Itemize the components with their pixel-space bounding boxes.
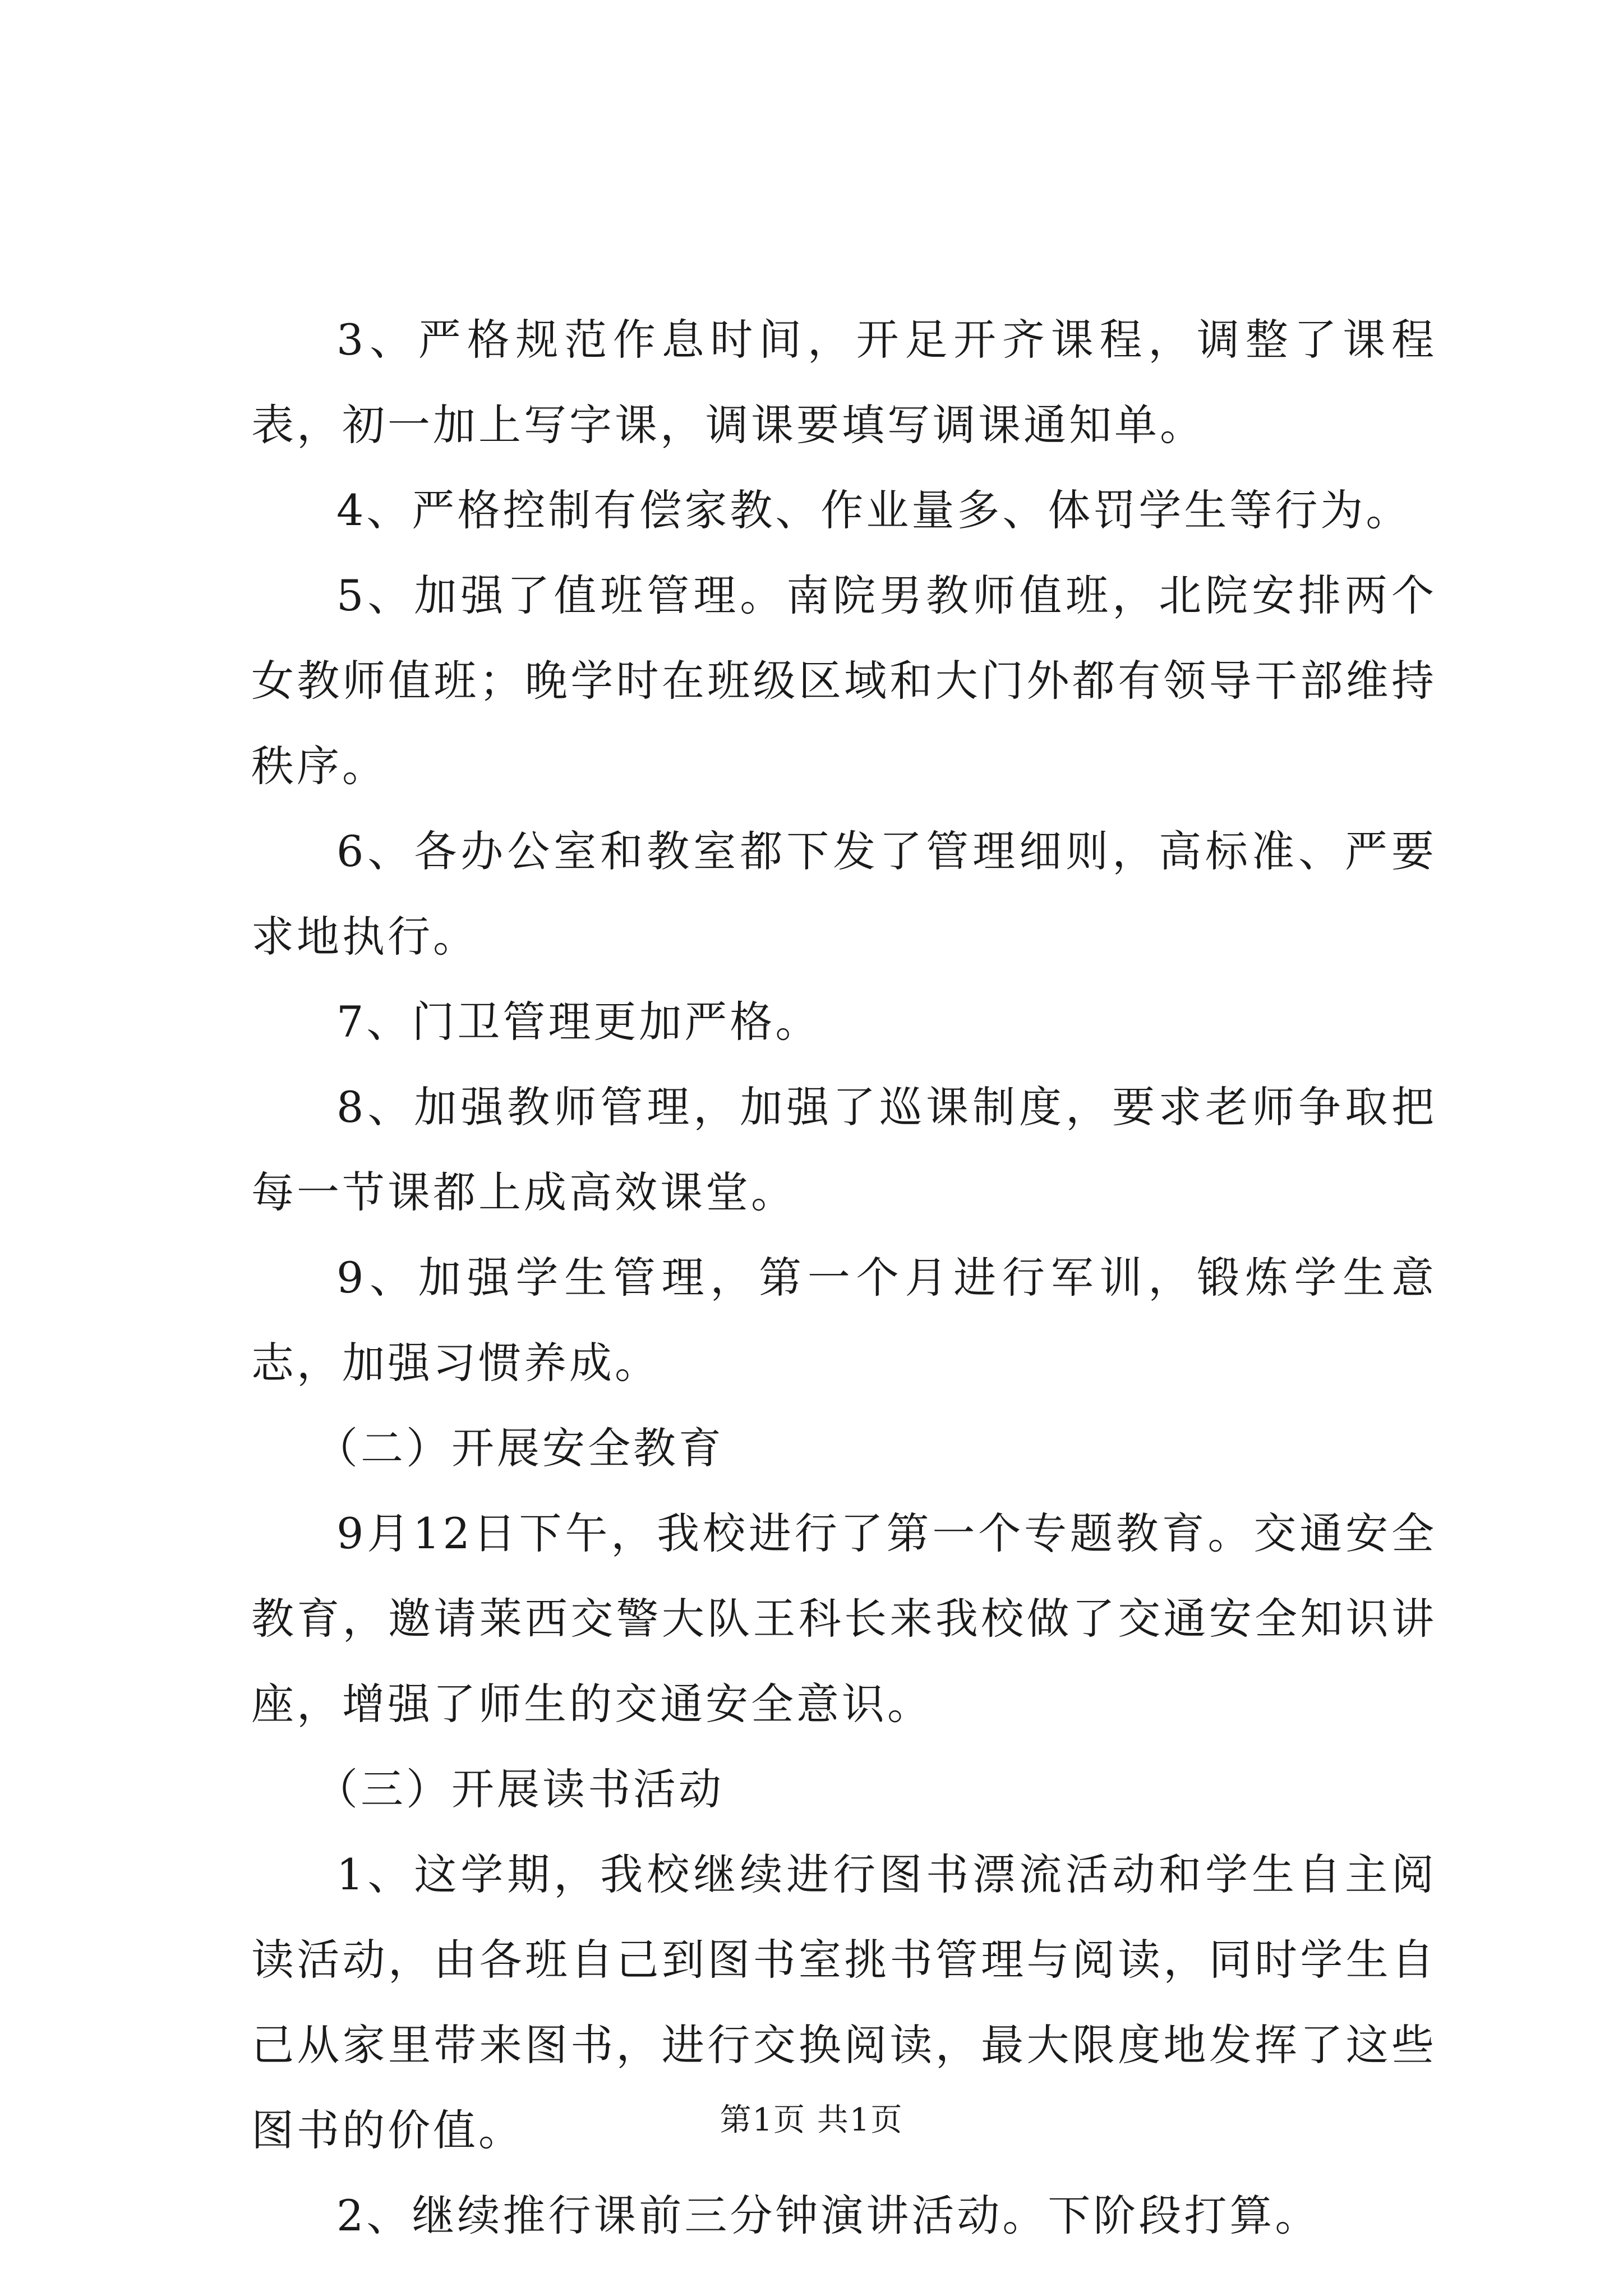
paragraph-item-6: 6、各办公室和教室都下发了管理细则，高标准、严要求地执行。 <box>251 826 1437 961</box>
paragraph-item-9: 9、加强学生管理，第一个月进行军训，锻炼学生意志，加强习惯养成。 <box>251 1253 1437 1388</box>
section-heading-safety-education: （二）开展安全教育 <box>315 1423 724 1473</box>
paragraph-item-8: 8、加强教师管理，加强了巡课制度，要求老师争取把每一节课都上成高效课堂。 <box>251 1082 1437 1217</box>
paragraph-reading-item-1: 1、这学期，我校继续进行图书漂流活动和学生自主阅读活动，由各班自己到图书室挑书管理与阅读，同时学生自己从家里带来图书，进行交换阅读，最大限度地发挥了这些图书的价值。 <box>251 1849 1437 2155</box>
paragraph-reading-item-2: 2、继续推行课前三分钟演讲活动。下阶段打算。 <box>336 2191 1321 2240</box>
document-body <box>251 297 1437 2258</box>
paragraph-item-4: 4、严格控制有偿家教、作业量多、体罚学生等行为。 <box>336 485 1412 535</box>
page-footer: 第1页 共1页 <box>720 2102 903 2138</box>
paragraph-item-5: 5、加强了值班管理。南院男教师值班，北院安排两个女教师值班；晚学时在班级区域和大门外都有领导干部维持秩序。 <box>251 570 1437 791</box>
paragraph-item-3: 3、严格规范作息时间，开足开齐课程，调整了课程表，初一加上写字课，调课要填写调课通知单。 <box>251 315 1437 450</box>
paragraph-traffic-safety: 9月12日下午，我校进行了第一个专题教育。交通安全教育，邀请莱西交警大队王科长来我校做了交通安全知识讲座，增强了师生的交通安全意识。 <box>251 1508 1437 1729</box>
paragraph-item-7: 7、门卫管理更加严格。 <box>336 997 821 1047</box>
section-heading-reading-activities: （三）开展读书活动 <box>315 1764 724 1814</box>
